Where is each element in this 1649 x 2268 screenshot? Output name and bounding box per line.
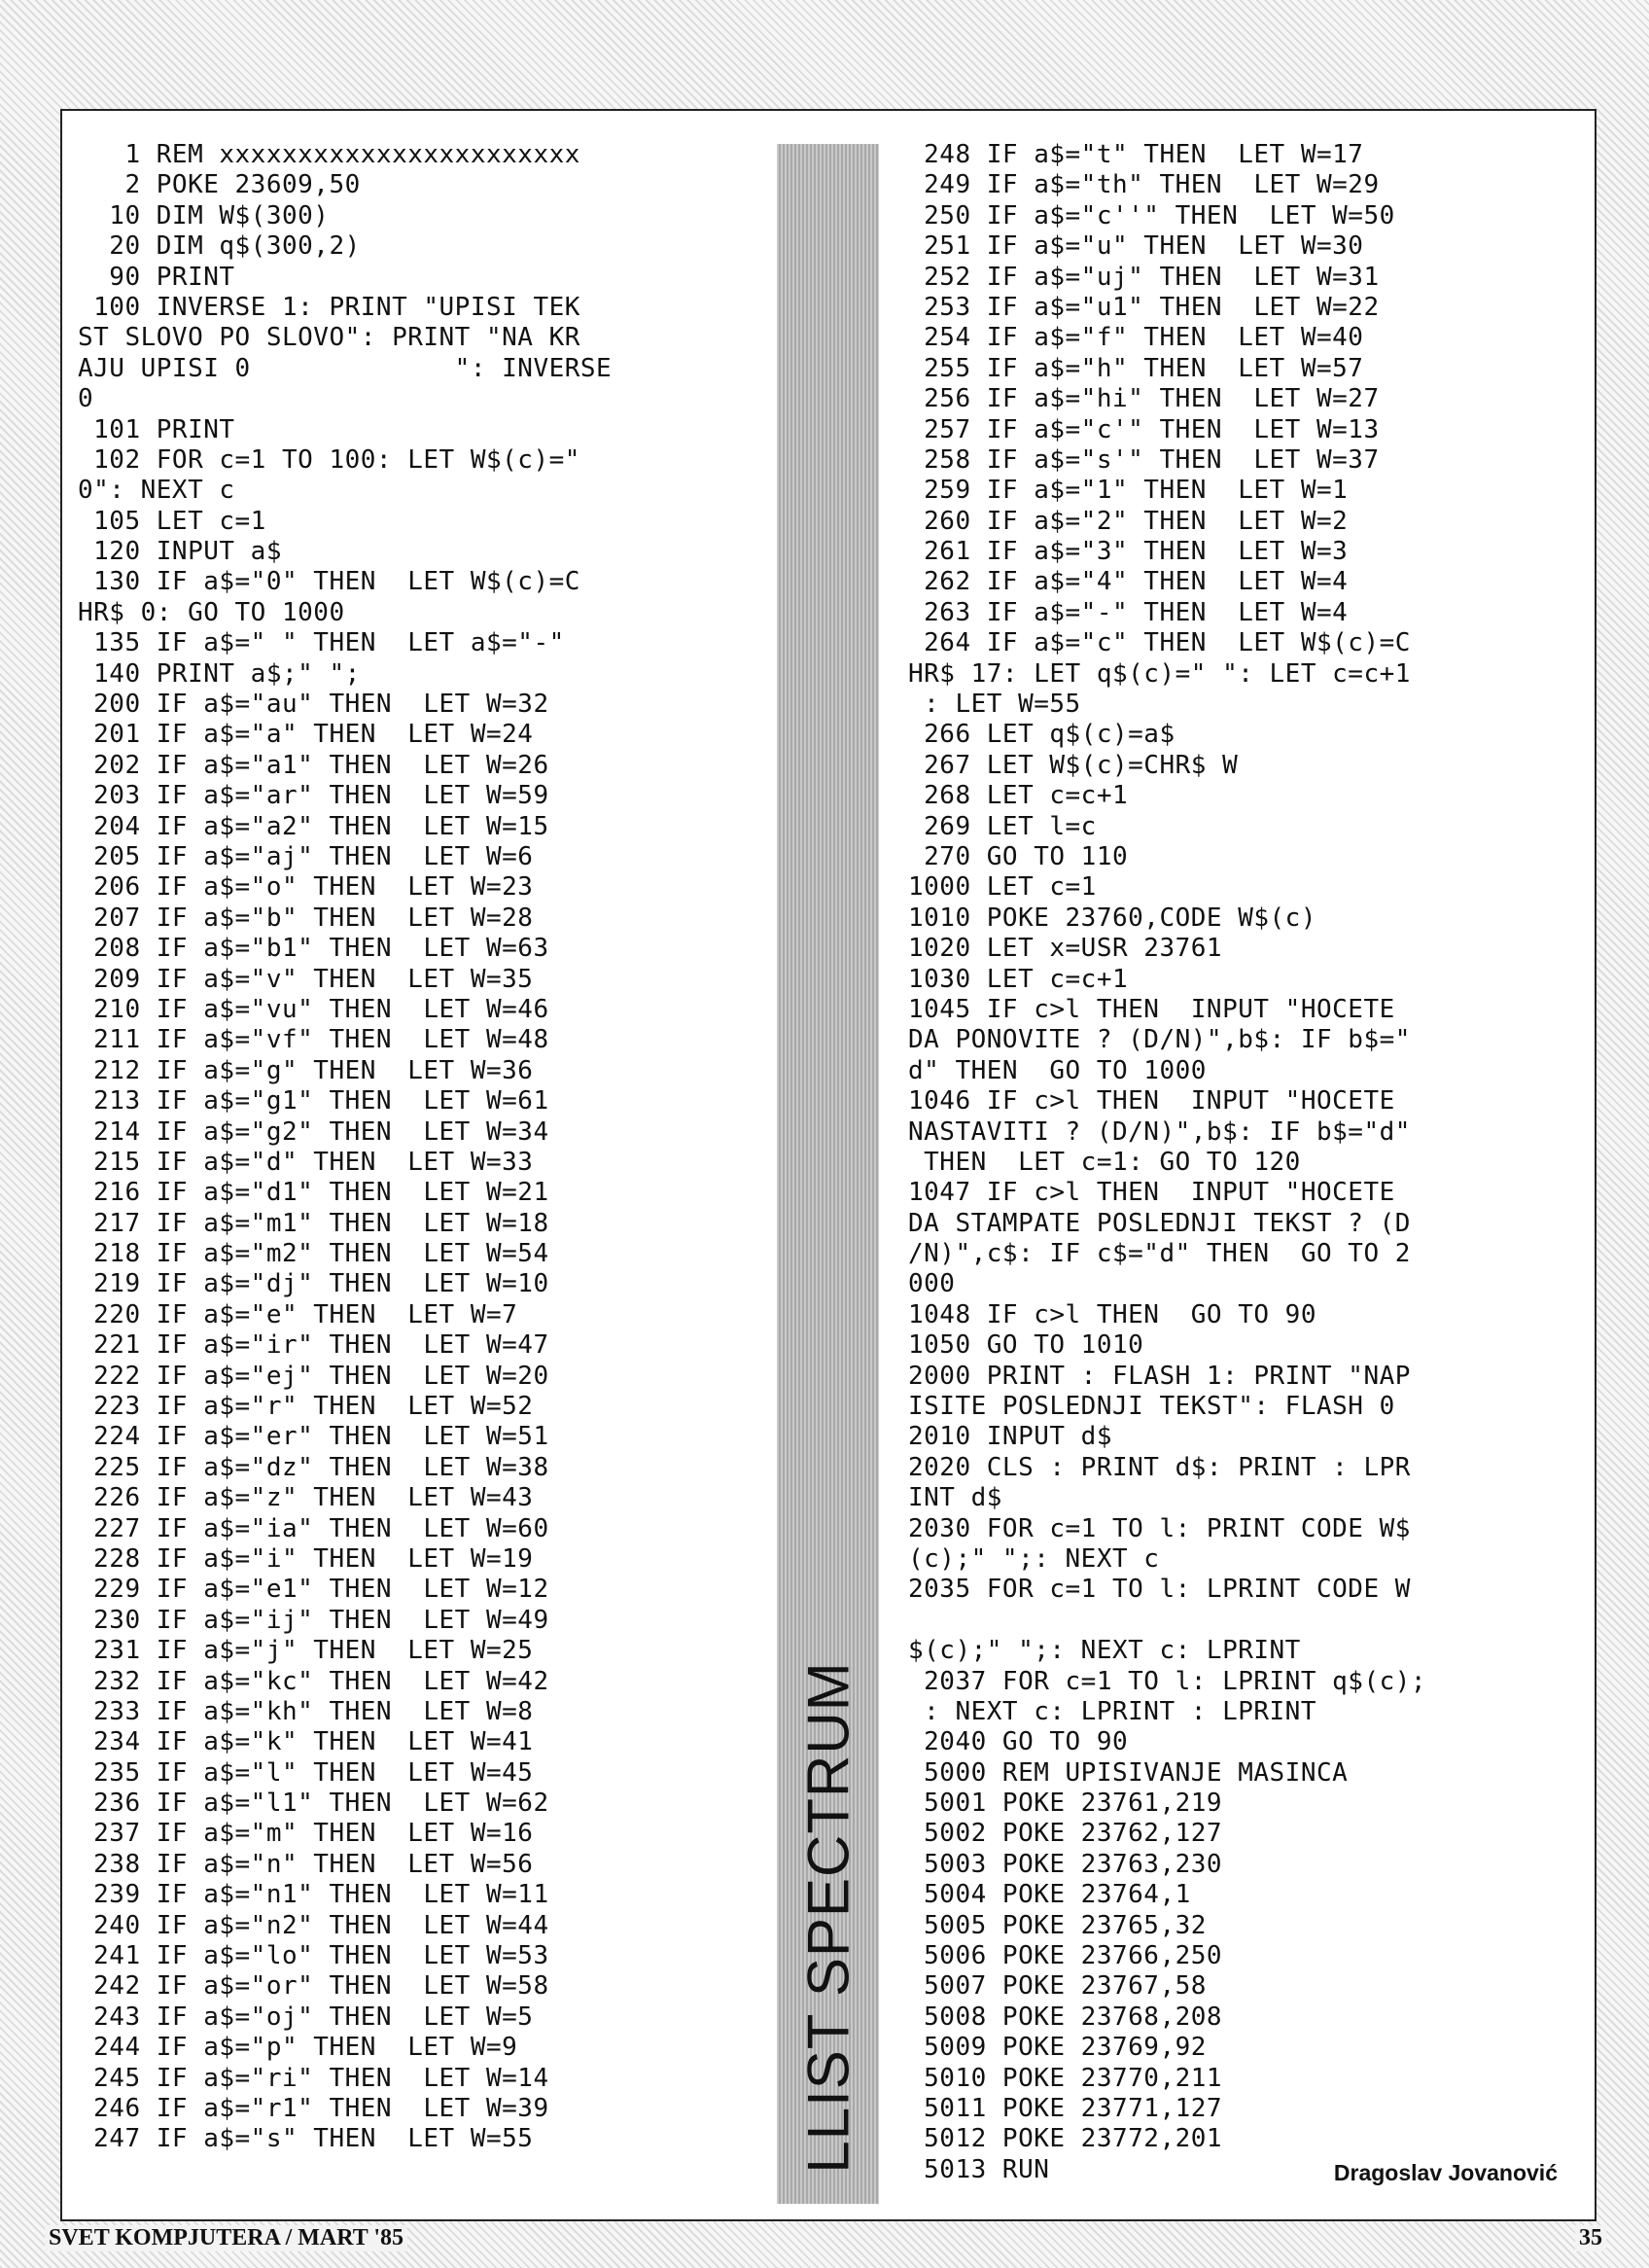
code-line: 1048 IF c>l THEN GO TO 90: [908, 1299, 1316, 1329]
code-line: 253 IF a$="u1" THEN LET W=22: [908, 292, 1380, 322]
code-line: 227 IF a$="ia" THEN LET W=60: [78, 1513, 549, 1543]
code-line: 238 IF a$="n" THEN LET W=56: [78, 1849, 534, 1879]
code-line: 267 LET W$(c)=CHR$ W: [908, 750, 1239, 780]
sidebar-bar: [777, 144, 879, 2204]
code-line: 120 INPUT a$: [78, 537, 282, 567]
code-line: /N)",c$: IF c$="d" THEN GO TO 2: [908, 1239, 1411, 1269]
code-line: 20 DIM q$(300,2): [78, 231, 361, 262]
code-line: 101 PRINT: [78, 414, 235, 444]
code-line: 269 LET l=c: [908, 811, 1097, 841]
code-line: 262 IF a$="4" THEN LET W=4: [908, 567, 1349, 597]
code-line: 258 IF a$="s'" THEN LET W=37: [908, 444, 1380, 475]
code-line: 5007 POKE 23767,58: [908, 1971, 1207, 2002]
code-line: 263 IF a$="-" THEN LET W=4: [908, 597, 1349, 627]
code-line: 212 IF a$="g" THEN LET W=36: [78, 1055, 534, 1085]
code-line: DA PONOVITE ? (D/N)",b$: IF b$=": [908, 1025, 1411, 1055]
code-line: 230 IF a$="ij" THEN LET W=49: [78, 1605, 549, 1635]
code-line: 2040 GO TO 90: [908, 1727, 1129, 1757]
code-line: 245 IF a$="ri" THEN LET W=14: [78, 2063, 549, 2093]
code-line: 200 IF a$="au" THEN LET W=32: [78, 690, 549, 720]
code-line: 5005 POKE 23765,32: [908, 1910, 1207, 1940]
code-line: : LET W=55: [908, 690, 1081, 720]
code-line: (c);" ";: NEXT c: [908, 1543, 1160, 1574]
code-line: 135 IF a$=" " THEN LET a$="-": [78, 628, 565, 658]
code-line: 250 IF a$="c''" THEN LET W=50: [908, 200, 1395, 230]
code-line: 5001 POKE 23761,219: [908, 1789, 1223, 1819]
code-line: 1050 GO TO 1010: [908, 1330, 1144, 1361]
code-line: 209 IF a$="v" THEN LET W=35: [78, 964, 534, 994]
code-line: 237 IF a$="m" THEN LET W=16: [78, 1819, 534, 1849]
code-line: DA STAMPATE POSLEDNJI TEKST ? (D: [908, 1208, 1411, 1238]
code-line: 219 IF a$="dj" THEN LET W=10: [78, 1269, 549, 1299]
code-line: 5009 POKE 23769,92: [908, 2033, 1207, 2063]
code-line: 2035 FOR c=1 TO l: LPRINT CODE W: [908, 1575, 1411, 1605]
code-listing-left: [78, 140, 749, 2155]
author-credit: Dragoslav Jovanović: [1333, 2160, 1558, 2185]
code-line: : NEXT c: LPRINT : LPRINT: [908, 1696, 1316, 1726]
code-line: 218 IF a$="m2" THEN LET W=54: [78, 1239, 549, 1269]
code-listing-right: [908, 140, 1579, 2185]
code-line: 1046 IF c>l THEN INPUT "HOCETE: [908, 1086, 1395, 1116]
code-line: 244 IF a$="p" THEN LET W=9: [78, 2033, 518, 2063]
code-line: 205 IF a$="aj" THEN LET W=6: [78, 841, 534, 871]
code-line: 140 PRINT a$;" ";: [78, 658, 361, 689]
code-line: $(c);" ";: NEXT c: LPRINT: [908, 1636, 1301, 1666]
code-line: 256 IF a$="hi" THEN LET W=27: [908, 384, 1380, 414]
code-line: 214 IF a$="g2" THEN LET W=34: [78, 1116, 549, 1147]
code-line: 207 IF a$="b" THEN LET W=28: [78, 903, 534, 933]
code-line: 257 IF a$="c'" THEN LET W=13: [908, 414, 1380, 444]
code-line: 231 IF a$="j" THEN LET W=25: [78, 1636, 534, 1666]
code-line: NASTAVITI ? (D/N)",b$: IF b$="d": [908, 1116, 1411, 1147]
code-line: 233 IF a$="kh" THEN LET W=8: [78, 1696, 534, 1726]
code-line: 1020 LET x=USR 23761: [908, 934, 1223, 964]
code-line: HR$ 0: GO TO 1000: [78, 597, 345, 627]
code-line: 220 IF a$="e" THEN LET W=7: [78, 1299, 518, 1329]
code-line: 1047 IF c>l THEN INPUT "HOCETE: [908, 1178, 1395, 1208]
code-line: 201 IF a$="a" THEN LET W=24: [78, 720, 534, 750]
code-line: 217 IF a$="m1" THEN LET W=18: [78, 1208, 549, 1238]
code-line: 1045 IF c>l THEN INPUT "HOCETE: [908, 994, 1395, 1024]
code-line: 202 IF a$="a1" THEN LET W=26: [78, 750, 549, 780]
code-line: 5012 POKE 23772,201: [908, 2124, 1223, 2154]
code-line: 235 IF a$="l" THEN LET W=45: [78, 1757, 534, 1788]
code-line: INT d$: [908, 1483, 1002, 1513]
code-line: 1010 POKE 23760,CODE W$(c): [908, 903, 1316, 933]
code-line: 5000 REM UPISIVANJE MASINCA: [908, 1757, 1349, 1788]
code-line: 243 IF a$="oj" THEN LET W=5: [78, 2002, 534, 2032]
page-number: 35: [1575, 2225, 1606, 2251]
code-line: 203 IF a$="ar" THEN LET W=59: [78, 781, 549, 811]
code-line: 247 IF a$="s" THEN LET W=55: [78, 2124, 534, 2154]
code-line: 2037 FOR c=1 TO l: LPRINT q$(c);: [908, 1666, 1427, 1696]
code-line: 223 IF a$="r" THEN LET W=52: [78, 1392, 534, 1422]
code-line: 210 IF a$="vu" THEN LET W=46: [78, 994, 549, 1024]
code-line: 1 REM xxxxxxxxxxxxxxxxxxxxxxx: [78, 140, 580, 169]
code-line: 254 IF a$="f" THEN LET W=40: [908, 323, 1364, 353]
code-line: d" THEN GO TO 1000: [908, 1055, 1207, 1085]
code-line: 5010 POKE 23770,211: [908, 2063, 1223, 2093]
code-line: 241 IF a$="lo" THEN LET W=53: [78, 1941, 549, 1971]
code-line: 261 IF a$="3" THEN LET W=3: [908, 537, 1349, 567]
code-line: 215 IF a$="d" THEN LET W=33: [78, 1147, 534, 1177]
code-line: 5002 POKE 23762,127: [908, 1819, 1223, 1849]
code-line: HR$ 17: LET q$(c)=" ": LET c=c+1: [908, 658, 1411, 689]
code-line: 260 IF a$="2" THEN LET W=2: [908, 506, 1349, 536]
code-line: 5004 POKE 23764,1: [908, 1880, 1191, 1910]
code-line: 102 FOR c=1 TO 100: LET W$(c)=": [78, 444, 580, 475]
code-line: [908, 1606, 1579, 1636]
code-line: 232 IF a$="kc" THEN LET W=42: [78, 1666, 549, 1696]
sidebar-title: LLIST SPECTRUM: [795, 1661, 860, 2174]
code-line: 240 IF a$="n2" THEN LET W=44: [78, 1910, 549, 1940]
code-line: 268 LET c=c+1: [908, 781, 1129, 811]
code-line: 242 IF a$="or" THEN LET W=58: [78, 1971, 549, 2002]
code-line: 1000 LET c=1: [908, 872, 1097, 903]
code-line: 216 IF a$="d1" THEN LET W=21: [78, 1178, 549, 1208]
code-line: 259 IF a$="1" THEN LET W=1: [908, 476, 1349, 506]
code-line: 105 LET c=1: [78, 506, 266, 536]
code-line: 2000 PRINT : FLASH 1: PRINT "NAP: [908, 1361, 1411, 1391]
code-line: 10 DIM W$(300): [78, 200, 330, 230]
publication-footer: SVET KOMPJUTERA / MART '85: [45, 2225, 407, 2251]
code-line: 213 IF a$="g1" THEN LET W=61: [78, 1086, 549, 1116]
code-line: 222 IF a$="ej" THEN LET W=20: [78, 1361, 549, 1391]
code-line: 211 IF a$="vf" THEN LET W=48: [78, 1025, 549, 1055]
code-line: 5013 RUN: [908, 2154, 1050, 2184]
code-line: 2030 FOR c=1 TO l: PRINT CODE W$: [908, 1513, 1411, 1543]
code-line: ST SLOVO PO SLOVO": PRINT "NA KR: [78, 323, 580, 353]
code-line: ISITE POSLEDNJI TEKST": FLASH 0: [908, 1392, 1395, 1422]
code-line: 236 IF a$="l1" THEN LET W=62: [78, 1789, 549, 1819]
code-line: 246 IF a$="r1" THEN LET W=39: [78, 2094, 549, 2123]
code-line: 130 IF a$="0" THEN LET W$(c)=C: [78, 567, 580, 597]
code-line: 228 IF a$="i" THEN LET W=19: [78, 1543, 534, 1574]
code-line: 248 IF a$="t" THEN LET W=17: [908, 140, 1364, 169]
code-line: 252 IF a$="uj" THEN LET W=31: [908, 262, 1380, 292]
code-line: 206 IF a$="o" THEN LET W=23: [78, 872, 534, 903]
code-line: 2 POKE 23609,50: [78, 170, 361, 200]
code-line: 5008 POKE 23768,208: [908, 2002, 1223, 2032]
code-line: 100 INVERSE 1: PRINT "UPISI TEK: [78, 292, 580, 322]
code-line: 226 IF a$="z" THEN LET W=43: [78, 1483, 534, 1513]
code-line: THEN LET c=1: GO TO 120: [908, 1147, 1301, 1177]
code-line: 2020 CLS : PRINT d$: PRINT : LPR: [908, 1452, 1411, 1482]
code-line: 266 LET q$(c)=a$: [908, 720, 1175, 750]
code-line: 221 IF a$="ir" THEN LET W=47: [78, 1330, 549, 1361]
code-line: 90 PRINT: [78, 262, 235, 292]
code-line: 5006 POKE 23766,250: [908, 1941, 1223, 1971]
code-line: 1030 LET c=c+1: [908, 964, 1129, 994]
code-line: 224 IF a$="er" THEN LET W=51: [78, 1422, 549, 1452]
code-line: 000: [908, 1269, 956, 1299]
code-line: 255 IF a$="h" THEN LET W=57: [908, 353, 1364, 383]
code-line: 5003 POKE 23763,230: [908, 1849, 1223, 1879]
code-line: 204 IF a$="a2" THEN LET W=15: [78, 811, 549, 841]
code-line: 249 IF a$="th" THEN LET W=29: [908, 170, 1380, 200]
code-line: AJU UPISI 0 ": INVERSE: [78, 353, 613, 383]
code-line: 0": NEXT c: [78, 476, 235, 506]
code-line: 270 GO TO 110: [908, 841, 1129, 871]
code-line: 208 IF a$="b1" THEN LET W=63: [78, 934, 549, 964]
code-line: 225 IF a$="dz" THEN LET W=38: [78, 1452, 549, 1482]
code-line: 5011 POKE 23771,127: [908, 2094, 1223, 2123]
code-line: 2010 INPUT d$: [908, 1422, 1112, 1452]
code-line: 229 IF a$="e1" THEN LET W=12: [78, 1575, 549, 1605]
magazine-page: [60, 109, 1596, 2221]
code-line: 251 IF a$="u" THEN LET W=30: [908, 231, 1364, 262]
code-line: 239 IF a$="n1" THEN LET W=11: [78, 1880, 549, 1910]
code-line: 264 IF a$="c" THEN LET W$(c)=C: [908, 628, 1411, 658]
code-line: 0: [78, 384, 94, 414]
code-line: 234 IF a$="k" THEN LET W=41: [78, 1727, 534, 1757]
